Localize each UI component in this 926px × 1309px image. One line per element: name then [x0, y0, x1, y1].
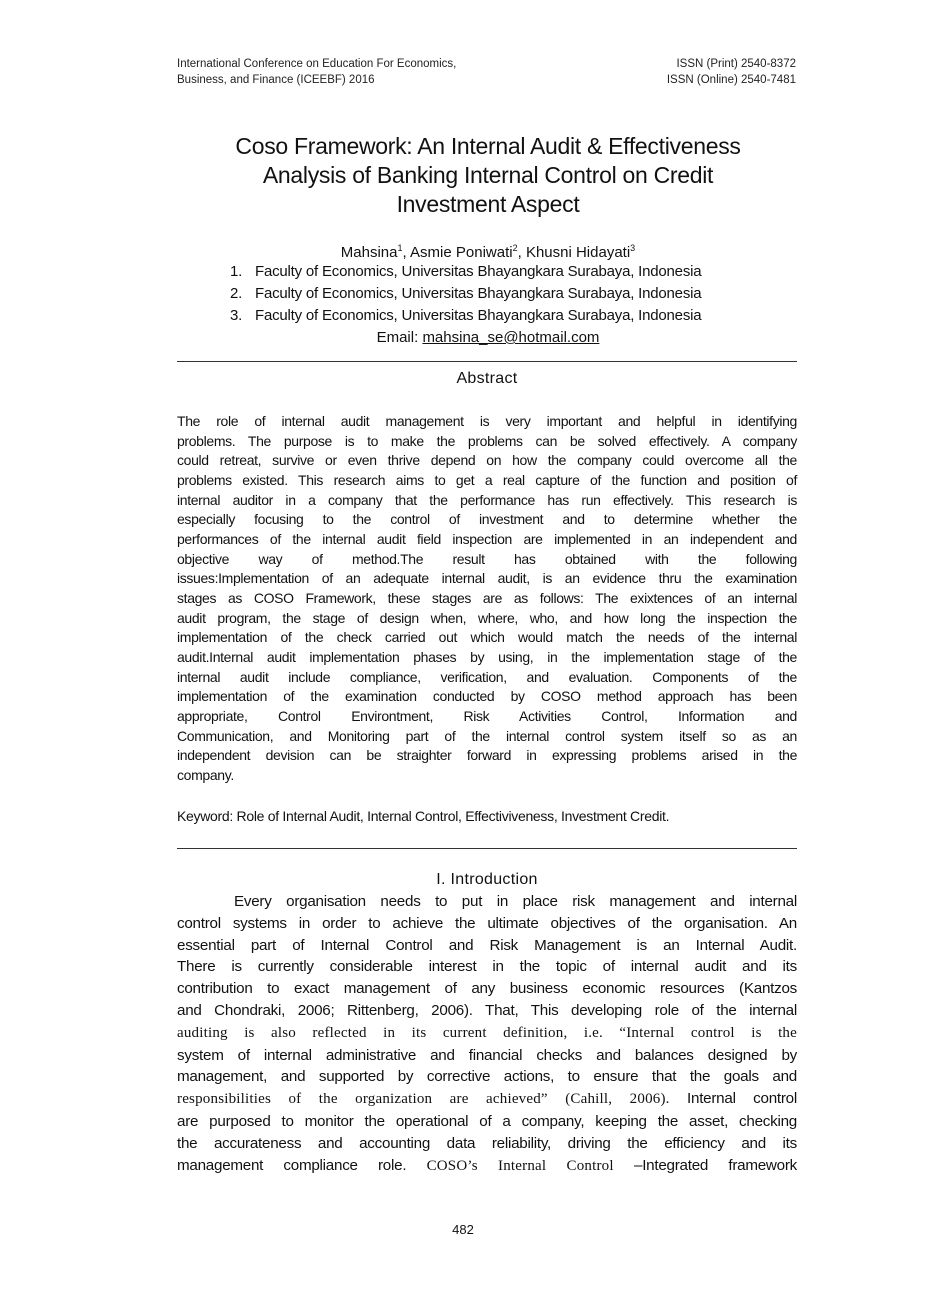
affiliation-list	[230, 261, 701, 327]
abstract-line: internal audit include compliance, verification, and evaluation. Components of the	[177, 668, 797, 685]
text-segment: management compliance role.	[177, 1156, 427, 1174]
title-line: Coso Framework: An Internal Audit & Effectiveness	[235, 133, 741, 159]
abstract-heading: Abstract	[456, 370, 518, 387]
abstract-line: issues:Implementation of an adequate internal audit, is an evidence thru the examination	[177, 570, 797, 587]
introduction-line	[177, 913, 797, 935]
affiliation-number: 2.	[230, 285, 243, 302]
email-link[interactable]: mahsina_se@hotmail.com	[422, 329, 600, 346]
introduction-line	[177, 1045, 797, 1067]
text-segment: There is currently considerable interest in the topic of internal audit and its	[177, 958, 797, 976]
affiliation-number: 1.	[230, 263, 243, 280]
author-list	[150, 238, 826, 263]
abstract-line: performances of the internal audit field inspection are implemented in an independent and	[177, 530, 797, 547]
author-name: Khusni Hidayati	[525, 244, 631, 261]
abstract-line: independent devision can be straighter forward in expressing problems arised in the	[177, 747, 797, 764]
introduction-line	[177, 1088, 797, 1111]
text-segment: Internal control	[687, 1090, 797, 1108]
conference-name-line: Business, and Finance (ICEEBF) 2016	[177, 74, 375, 86]
affiliation-item	[230, 261, 701, 283]
introduction-line	[177, 935, 797, 957]
text-segment: –Integrated framework	[634, 1156, 797, 1174]
introduction-line	[177, 1000, 797, 1022]
divider	[177, 361, 797, 362]
introduction-line	[177, 1133, 797, 1155]
introduction-line	[177, 891, 797, 913]
abstract-line: could retreat, survive or even thrive depend on how the company could overcome all the	[177, 452, 797, 469]
contact-email	[150, 327, 826, 348]
affiliation-item	[230, 305, 701, 327]
abstract-line: objective way of method.The result has obtained with the following	[177, 550, 797, 567]
abstract-line: implementation of the examination conducted by COSO method approach has been	[177, 688, 797, 705]
text-segment: system of internal administrative and financial checks and balances designed by	[177, 1046, 797, 1064]
text-segment: and Chondraki, 2006; Rittenberg, 2006). That, This developing role of the internal	[177, 1001, 797, 1019]
abstract-line: internal auditor in a company that the performance has run effectively. This research is	[177, 491, 797, 508]
author-affiliation-mark: 3	[630, 243, 636, 253]
abstract-line: audit.Internal audit implementation phases by using, in the implementation stage of the	[177, 648, 797, 665]
title-line: Analysis of Banking Internal Control on Credit	[262, 162, 714, 188]
author-affiliation-mark: 1	[397, 243, 403, 253]
introduction-body	[177, 891, 797, 1177]
text-segment: are purposed to monitor the operational of a company, keeping the asset, checking	[177, 1112, 797, 1130]
author-name: Mahsina	[340, 244, 398, 261]
abstract-line: especially focusing to the control of investment and to determine whether the	[177, 511, 797, 528]
conference-name-line: International Conference on Education For Economics,	[177, 58, 457, 70]
abstract-line: appropriate, Control Environtment, Risk Activities Control, Information and	[177, 707, 797, 724]
introduction-line	[177, 956, 797, 978]
abstract-line: audit program, the stage of design when, where, who, and how long the inspection the	[177, 609, 797, 626]
separator: ,	[517, 244, 526, 261]
separator: ,	[402, 244, 411, 261]
abstract-line: problems. The purpose is to make the problems can be solved effectively. A company	[177, 432, 797, 449]
abstract-line: company.	[177, 766, 234, 783]
affiliation-item	[230, 283, 701, 305]
introduction-line	[177, 1155, 797, 1178]
abstract-line: problems existed. This research aims to get a real capture of the function and position of	[177, 471, 797, 488]
issn-print: ISSN (Print) 2540-8372	[676, 58, 796, 70]
introduction-line	[177, 978, 797, 1000]
issn-online: ISSN (Online) 2540-7481	[666, 74, 796, 86]
introduction-line	[177, 1111, 797, 1133]
keywords: Keyword: Role of Internal Audit, Internal Control, Effectiviveness, Investment Credit.	[177, 808, 670, 824]
affiliation-number: 3.	[230, 307, 243, 324]
affiliation-text: Faculty of Economics, Universitas Bhayangkara Surabaya, Indonesia	[255, 285, 702, 302]
text-segment: essential part of Internal Control and Risk Management is an Internal Audit.	[177, 936, 797, 954]
text-segment: the accurateness and accounting data reliability, driving the efficiency and its	[177, 1134, 797, 1152]
conference-header	[177, 56, 456, 88]
abstract-line: Communication, and Monitoring part of the internal control system itself so as an	[177, 727, 797, 744]
text-segment: contribution to exact management of any business economic resources (Kantzos	[177, 980, 797, 998]
abstract-line: The role of internal audit management is very important and helpful in identifying	[177, 413, 797, 429]
divider	[177, 848, 797, 849]
issn-header	[667, 56, 796, 88]
title-line: Investment Aspect	[396, 191, 580, 217]
introduction-line	[177, 1022, 797, 1045]
text-segment: auditing is also reflected in its current definition, i.e. “Internal control is the	[177, 1024, 797, 1041]
introduction-heading: I. Introduction	[436, 871, 538, 888]
text-segment: COSO’s Internal Control	[426, 1157, 634, 1174]
paper-title	[150, 132, 826, 219]
affiliation-text: Faculty of Economics, Universitas Bhayangkara Surabaya, Indonesia	[255, 307, 702, 324]
introduction-line	[177, 1066, 797, 1088]
affiliation-text: Faculty of Economics, Universitas Bhayangkara Surabaya, Indonesia	[255, 263, 702, 280]
author-affiliation-mark: 2	[512, 243, 518, 253]
abstract-line: implementation of the check carried out which would match the needs of the internal	[177, 629, 797, 646]
text-segment: management, and supported by corrective actions, to ensure that the goals and	[177, 1068, 797, 1086]
text-segment: Every organisation needs to put in place risk management and internal	[234, 893, 797, 910]
text-segment: control systems in order to achieve the ultimate objectives of the organisation. An	[177, 914, 797, 932]
abstract-line: stages as COSO Framework, these stages are as follows: The exixtences of an internal	[177, 589, 797, 606]
author-name: Asmie Poniwati	[410, 244, 513, 261]
abstract-body	[177, 412, 797, 785]
text-segment: responsibilities of the organization are achieved” (Cahill, 2006).	[177, 1091, 688, 1108]
page-number: 482	[452, 1222, 474, 1237]
email-label: Email:	[376, 329, 423, 346]
